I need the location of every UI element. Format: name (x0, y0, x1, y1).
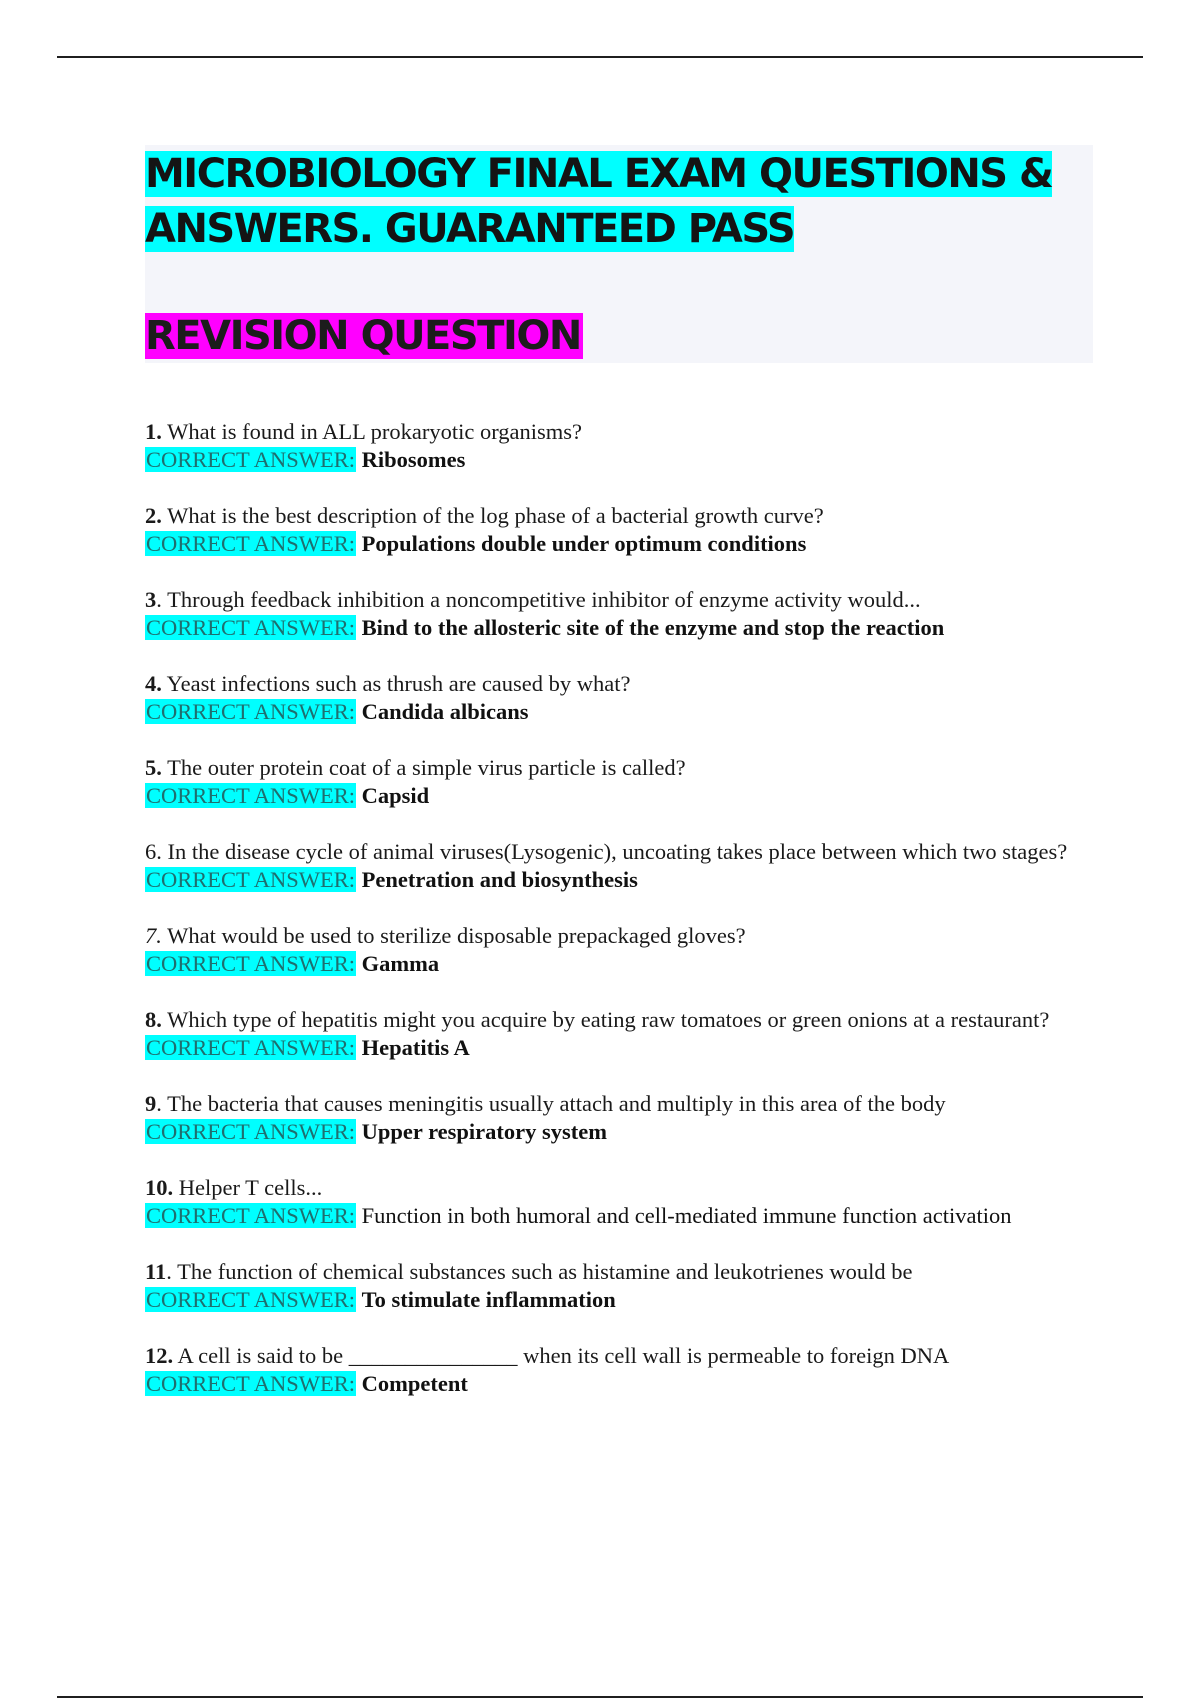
correct-answer-label: CORRECT ANSWER: (146, 867, 355, 892)
answer-text: Gamma (361, 951, 440, 976)
question-number: 10. (145, 1175, 174, 1200)
answer-line (145, 866, 1090, 894)
question-text: Helper T cells... (178, 1175, 323, 1200)
question-item (145, 586, 1090, 642)
question-item (145, 1090, 1090, 1146)
question-text: . The bacteria that causes meningitis usually attach and multiply in this area of the body (156, 1091, 946, 1116)
question-text: . The function of chemical substances such as histamine and leukotrienes would be (166, 1259, 913, 1284)
question-text: A cell is said to be _______________ when its cell wall is permeable to foreign DNA (177, 1343, 950, 1368)
answer-text: Function in both humoral and cell-mediated immune function activation (361, 1203, 1012, 1228)
question-number: 8. (145, 1007, 162, 1032)
answer-text: Ribosomes (361, 447, 466, 472)
question-text: What is the best description of the log phase of a bacterial growth curve? (167, 503, 824, 528)
document-subtitle: REVISION QUESTION (145, 313, 581, 359)
answer-line (145, 1034, 1090, 1062)
correct-answer-label: CORRECT ANSWER: (146, 1371, 355, 1396)
question-text: Yeast infections such as thrush are caused by what? (166, 671, 631, 696)
question-number: 6 (145, 839, 157, 864)
question-text: . In the disease cycle of animal viruses(Lysogenic), uncoating takes place between which two stages? (156, 839, 1068, 864)
correct-answer-label: CORRECT ANSWER: (146, 1287, 355, 1312)
correct-answer-label: CORRECT ANSWER: (146, 1119, 355, 1144)
answer-line (145, 1286, 1090, 1314)
question-item (145, 670, 1090, 726)
answer-text: Competent (361, 1371, 468, 1396)
question-item (145, 922, 1090, 978)
answer-line (145, 698, 1090, 726)
correct-answer-label: CORRECT ANSWER: (146, 1203, 355, 1228)
question-text: What is found in ALL prokaryotic organisms? (167, 419, 583, 444)
question-text: What would be used to sterilize disposable prepackaged gloves? (167, 923, 746, 948)
answer-line (145, 782, 1090, 810)
correct-answer-label: CORRECT ANSWER: (146, 951, 355, 976)
question-number: 3 (145, 587, 157, 612)
answer-text: Upper respiratory system (361, 1119, 608, 1144)
question-number: 11 (145, 1259, 167, 1284)
question-number: 5. (145, 755, 162, 780)
answer-line (145, 530, 1090, 558)
correct-answer-label: CORRECT ANSWER: (146, 615, 355, 640)
answer-line (145, 1370, 1090, 1398)
answer-line (145, 1118, 1090, 1146)
answer-text: To stimulate inflammation (361, 1287, 616, 1312)
answer-line (145, 1202, 1090, 1230)
question-item (145, 1174, 1090, 1230)
question-item (145, 838, 1090, 894)
answer-text: Populations double under optimum conditions (361, 531, 807, 556)
question-item (145, 418, 1090, 474)
top-rule (57, 56, 1143, 58)
question-list (145, 418, 1090, 1426)
question-text: Which type of hepatitis might you acquire by eating raw tomatoes or green onions at a restaurant? (167, 1007, 1050, 1032)
correct-answer-label: CORRECT ANSWER: (146, 699, 355, 724)
answer-text: Penetration and biosynthesis (361, 867, 638, 892)
question-text: The outer protein coat of a simple virus particle is called? (167, 755, 686, 780)
answer-line (145, 950, 1090, 978)
question-number: 7. (145, 923, 162, 948)
question-number: 12. (145, 1343, 174, 1368)
document-title: MICROBIOLOGY FINAL EXAM QUESTIONS & ANSWERS. GUARANTEED PASS (145, 151, 1053, 252)
question-number: 9 (145, 1091, 157, 1116)
answer-text: Candida albicans (361, 699, 529, 724)
question-item (145, 1342, 1090, 1398)
question-number: 2. (145, 503, 162, 528)
bottom-rule (57, 1696, 1143, 1698)
question-number: 1. (145, 419, 162, 444)
correct-answer-label: CORRECT ANSWER: (146, 783, 355, 808)
question-item (145, 502, 1090, 558)
question-item (145, 754, 1090, 810)
correct-answer-label: CORRECT ANSWER: (146, 447, 355, 472)
question-item (145, 1258, 1090, 1314)
answer-text: Bind to the allosteric site of the enzyme and stop the reaction (361, 615, 945, 640)
answer-line (145, 614, 1090, 642)
answer-text: Capsid (361, 783, 430, 808)
question-text: . Through feedback inhibition a noncompetitive inhibitor of enzyme activity would... (156, 587, 921, 612)
correct-answer-label: CORRECT ANSWER: (146, 531, 355, 556)
question-item (145, 1006, 1090, 1062)
question-number: 4. (145, 671, 162, 696)
correct-answer-label: CORRECT ANSWER: (146, 1035, 355, 1060)
answer-line (145, 446, 1090, 474)
answer-text: Hepatitis A (361, 1035, 470, 1060)
